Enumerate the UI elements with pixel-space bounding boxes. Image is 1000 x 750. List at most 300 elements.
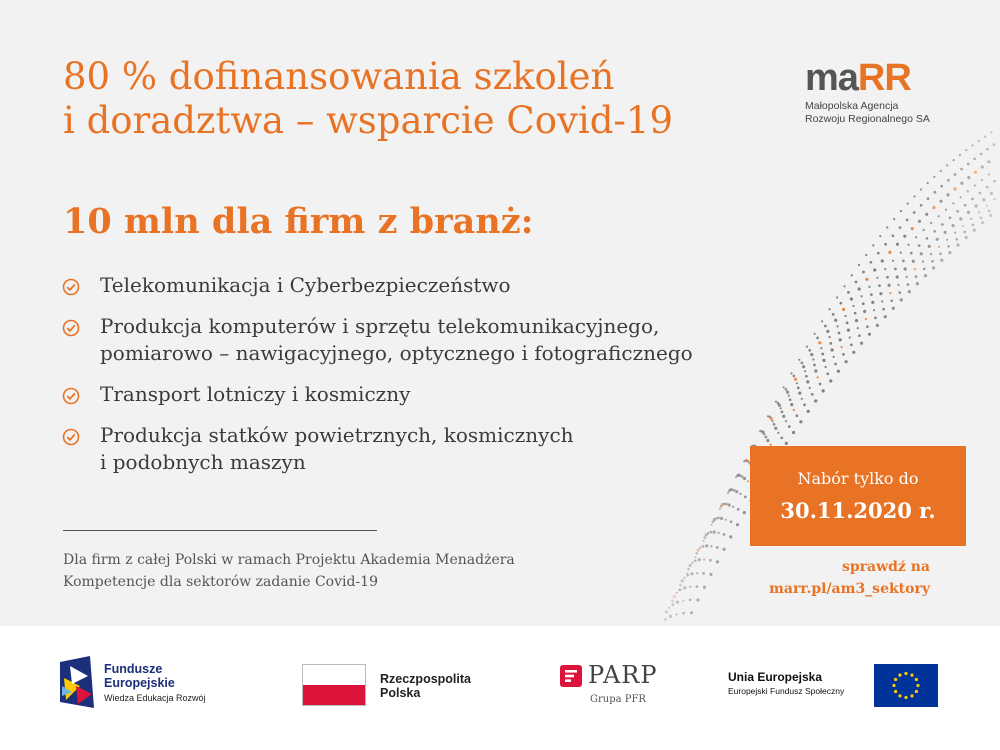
footer-logos bbox=[0, 626, 1000, 750]
wave-dot bbox=[952, 202, 954, 204]
eu-star bbox=[904, 696, 907, 699]
parp-logo bbox=[560, 662, 680, 712]
eu-star bbox=[910, 694, 913, 697]
wave-dot bbox=[907, 244, 909, 246]
wave-dot bbox=[836, 296, 838, 298]
wave-dot bbox=[785, 420, 787, 422]
wave-dot bbox=[699, 547, 701, 549]
wave-dot bbox=[900, 252, 902, 254]
wave-dot bbox=[960, 196, 962, 198]
wave-dot bbox=[975, 204, 978, 207]
wave-dot bbox=[829, 342, 832, 345]
wave-dot bbox=[973, 229, 976, 232]
wave-dot bbox=[804, 370, 806, 372]
wave-dot bbox=[737, 508, 740, 511]
wave-dot bbox=[940, 170, 942, 172]
list-item bbox=[62, 313, 782, 367]
wave-dot bbox=[924, 274, 927, 277]
wave-dot bbox=[782, 415, 785, 418]
wave-dot bbox=[826, 330, 829, 333]
wave-dot bbox=[689, 586, 691, 588]
wave-dot bbox=[664, 618, 667, 621]
wave-dot bbox=[928, 245, 931, 248]
wave-dot bbox=[799, 420, 802, 423]
list-item-text: Produkcja statków powietrznych, kosmicznych i podobnych maszyn bbox=[100, 423, 574, 474]
wave-dot bbox=[906, 276, 908, 278]
wave-dot bbox=[881, 300, 883, 302]
wave-dot bbox=[829, 379, 832, 382]
wave-dot bbox=[954, 232, 956, 234]
heading-line-1: 80 % dofinansowania szkoleń bbox=[63, 55, 615, 98]
wave-dot bbox=[822, 359, 825, 362]
wave-dot bbox=[886, 226, 888, 228]
wave-dot bbox=[826, 373, 829, 376]
wave-dot bbox=[810, 353, 813, 356]
wave-dot bbox=[994, 198, 996, 200]
wave-dot bbox=[785, 442, 788, 445]
wave-dot bbox=[870, 293, 873, 296]
wave-dot bbox=[834, 363, 837, 366]
wave-dot bbox=[725, 503, 728, 506]
wave-dot bbox=[868, 286, 870, 288]
wave-dot bbox=[888, 284, 891, 287]
check-circle-icon bbox=[62, 278, 80, 296]
wave-dot bbox=[671, 603, 674, 606]
rzeczpospolita-polska-text: Rzeczpospolita Polska bbox=[380, 672, 471, 700]
project-link[interactable] bbox=[769, 556, 930, 600]
divider bbox=[63, 530, 377, 531]
eu-star bbox=[892, 684, 895, 687]
marr-wordmark: maRR bbox=[805, 57, 911, 99]
wave-dot bbox=[915, 236, 917, 238]
wave-dot bbox=[940, 259, 943, 262]
wave-dot bbox=[993, 180, 996, 183]
wave-dot bbox=[932, 266, 935, 269]
wave-dot bbox=[684, 577, 686, 579]
wave-dot bbox=[850, 297, 853, 300]
wave-dot bbox=[881, 259, 884, 262]
wave-dot bbox=[860, 342, 863, 345]
wave-dot bbox=[793, 375, 796, 378]
wave-dot bbox=[858, 264, 860, 266]
eu-star bbox=[894, 690, 897, 693]
wave-dot bbox=[978, 140, 980, 142]
wave-dot bbox=[801, 398, 803, 400]
wave-dot bbox=[879, 292, 882, 295]
wave-dot bbox=[736, 523, 739, 526]
wave-dot bbox=[907, 283, 910, 286]
poland-flag bbox=[302, 664, 366, 706]
wave-dot bbox=[683, 586, 686, 589]
wave-dot bbox=[834, 319, 837, 322]
wave-dot bbox=[796, 414, 799, 417]
wave-dot bbox=[825, 366, 827, 368]
parp-mark-icon bbox=[560, 665, 582, 687]
wave-dot bbox=[807, 410, 810, 413]
wave-dot bbox=[951, 224, 954, 227]
wave-dot bbox=[967, 211, 970, 214]
wave-dot bbox=[927, 182, 929, 184]
wave-dot bbox=[906, 219, 909, 222]
wave-dot bbox=[788, 395, 790, 397]
wave-dot bbox=[806, 346, 808, 348]
wave-dot bbox=[890, 299, 893, 302]
wave-dot bbox=[820, 347, 822, 349]
wave-dot bbox=[973, 157, 976, 160]
wave-dot bbox=[811, 393, 814, 396]
project-link-url[interactable]: marr.pl/am3_sektory bbox=[769, 581, 930, 597]
wave-dot bbox=[838, 332, 841, 335]
list-item-text: Produkcja komputerów i sprzętu telekomunikacyjnego, pomiarowo – nawigacyjnego, optycznego i fotograficznego bbox=[100, 314, 693, 365]
wave-dot bbox=[709, 573, 712, 576]
list-item bbox=[62, 381, 782, 408]
wave-dot bbox=[703, 586, 706, 589]
wave-dot bbox=[865, 278, 868, 281]
wave-dot bbox=[981, 165, 984, 168]
wave-dot bbox=[720, 517, 723, 520]
wave-dot bbox=[812, 358, 814, 360]
wave-dot bbox=[790, 372, 792, 374]
wave-dot bbox=[954, 173, 957, 176]
wave-dot bbox=[896, 275, 899, 278]
wave-dot bbox=[668, 607, 670, 609]
wave-dot bbox=[687, 568, 690, 571]
wave-dot bbox=[933, 230, 936, 233]
wave-dot bbox=[845, 315, 847, 317]
wave-dot bbox=[855, 281, 858, 284]
wave-dot bbox=[725, 519, 727, 521]
check-circle-icon bbox=[62, 387, 80, 405]
wave-dot bbox=[945, 209, 947, 211]
wave-dot bbox=[972, 144, 974, 146]
wave-dot bbox=[801, 362, 804, 365]
wave-dot bbox=[855, 319, 858, 322]
wave-dot bbox=[828, 336, 830, 338]
wave-dot bbox=[899, 226, 902, 229]
wave-dot bbox=[695, 552, 698, 555]
wave-dot bbox=[932, 206, 935, 209]
wave-dot bbox=[865, 254, 867, 256]
wave-dot bbox=[967, 163, 970, 166]
wave-dot bbox=[934, 191, 937, 194]
wave-dot bbox=[915, 275, 918, 278]
wave-dot bbox=[990, 192, 993, 195]
wave-dot bbox=[797, 387, 800, 390]
wave-dot bbox=[809, 387, 811, 389]
wave-dot bbox=[946, 164, 948, 166]
parp-subtitle: Grupa PFR bbox=[590, 694, 646, 705]
wave-dot bbox=[913, 195, 915, 197]
wave-dot bbox=[884, 268, 886, 270]
wave-dot bbox=[839, 302, 842, 305]
wave-dot bbox=[671, 600, 674, 603]
wave-dot bbox=[920, 188, 922, 190]
wave-dot bbox=[902, 260, 905, 263]
wave-dot bbox=[824, 325, 827, 328]
wave-dot bbox=[918, 220, 921, 223]
list-item-text: Telekomunikacja i Cyberbezpieczeństwo bbox=[100, 273, 511, 297]
wave-dot bbox=[833, 356, 835, 358]
wave-dot bbox=[912, 260, 915, 263]
wave-dot bbox=[705, 544, 708, 547]
wave-dot bbox=[681, 579, 684, 582]
wave-dot bbox=[802, 365, 805, 368]
list-item bbox=[62, 422, 782, 476]
wave-dot bbox=[970, 218, 972, 220]
wave-dot bbox=[981, 179, 983, 181]
wave-dot bbox=[854, 312, 857, 315]
wave-dot bbox=[690, 572, 693, 575]
eu-star bbox=[898, 694, 901, 697]
wave-dot bbox=[963, 231, 966, 234]
rzeczpospolita-polska-logo bbox=[302, 664, 502, 708]
wave-dot bbox=[980, 217, 983, 220]
wave-dot bbox=[703, 540, 705, 542]
fundusze-europejskie-logo bbox=[60, 656, 260, 712]
wave-dot bbox=[955, 238, 958, 241]
wave-dot bbox=[841, 346, 843, 348]
wave-dot bbox=[960, 182, 963, 185]
deadline-label: Nabór tylko do bbox=[797, 469, 919, 488]
wave-dot bbox=[965, 149, 967, 151]
wave-dot bbox=[739, 493, 741, 495]
wave-dot bbox=[665, 610, 668, 613]
wave-dot bbox=[806, 380, 809, 383]
wave-dot bbox=[922, 260, 924, 262]
wave-dot bbox=[920, 252, 923, 255]
wave-dot bbox=[679, 589, 682, 592]
eu-star bbox=[898, 674, 901, 677]
wave-dot bbox=[846, 322, 849, 325]
wave-dot bbox=[876, 324, 879, 327]
deadline-date: 30.11.2020 r. bbox=[780, 498, 936, 523]
wave-dot bbox=[718, 532, 720, 534]
wave-dot bbox=[925, 213, 928, 216]
wave-dot bbox=[863, 310, 866, 313]
wave-dot bbox=[904, 267, 907, 270]
wave-dot bbox=[962, 225, 964, 227]
wave-dot bbox=[744, 496, 747, 499]
wave-dot bbox=[993, 143, 996, 146]
wave-dot bbox=[946, 193, 949, 196]
wave-dot bbox=[908, 290, 911, 293]
wave-dot bbox=[669, 615, 672, 618]
eu-star bbox=[910, 674, 913, 677]
wave-dot bbox=[853, 305, 855, 307]
wave-dot bbox=[889, 292, 891, 294]
wave-dot bbox=[707, 532, 709, 534]
wave-dot bbox=[719, 508, 721, 510]
unia-europejska-text: Unia Europejska Europejski Fundusz Społeczny bbox=[728, 670, 845, 696]
wave-dot bbox=[987, 160, 990, 163]
unia-europejska-logo bbox=[728, 664, 938, 710]
list-item-text: Transport lotniczy i kosmiczny bbox=[100, 382, 411, 406]
eu-star bbox=[915, 678, 918, 681]
wave-dot bbox=[936, 238, 939, 241]
wave-dot bbox=[728, 503, 731, 506]
wave-dot bbox=[689, 564, 692, 567]
wave-dot bbox=[923, 229, 925, 231]
wave-dot bbox=[930, 253, 932, 255]
subheading: 10 mln dla firm z branż: bbox=[63, 201, 534, 242]
wave-dot bbox=[870, 261, 873, 264]
wave-dot bbox=[696, 598, 699, 601]
wave-dot bbox=[821, 353, 824, 356]
wave-dot bbox=[868, 333, 871, 336]
wave-dot bbox=[877, 252, 880, 255]
wave-dot bbox=[939, 252, 942, 255]
wave-dot bbox=[711, 524, 713, 526]
wave-dot bbox=[986, 186, 989, 189]
wave-dot bbox=[822, 389, 825, 392]
wave-dot bbox=[878, 284, 881, 287]
wave-dot bbox=[940, 185, 943, 188]
wave-dot bbox=[808, 349, 811, 352]
wave-dot bbox=[794, 378, 797, 381]
wave-dot bbox=[729, 535, 732, 538]
wave-dot bbox=[831, 348, 834, 351]
wave-dot bbox=[903, 235, 906, 238]
wave-dot bbox=[879, 235, 881, 237]
wave-dot bbox=[673, 595, 676, 598]
wave-dot bbox=[682, 600, 684, 602]
wave-dot bbox=[897, 284, 899, 286]
wave-dot bbox=[704, 536, 707, 539]
wave-dot bbox=[817, 376, 819, 378]
wave-dot bbox=[723, 548, 726, 551]
list-item bbox=[62, 272, 782, 299]
wave-dot bbox=[730, 520, 733, 523]
eu-star bbox=[904, 672, 907, 675]
wave-dot bbox=[927, 197, 930, 200]
wave-dot bbox=[989, 214, 992, 217]
wave-dot bbox=[696, 572, 698, 574]
wave-dot bbox=[971, 198, 974, 201]
wave-dot bbox=[816, 337, 819, 340]
wave-dot bbox=[946, 239, 948, 241]
wave-dot bbox=[941, 223, 944, 226]
wave-dot bbox=[956, 243, 959, 246]
wave-dot bbox=[732, 506, 734, 508]
wave-dot bbox=[944, 231, 947, 234]
wave-dot bbox=[715, 517, 717, 519]
deadline-box bbox=[750, 446, 966, 546]
wave-dot bbox=[792, 431, 795, 434]
eu-star bbox=[916, 684, 919, 687]
wave-dot bbox=[898, 291, 901, 294]
eu-star bbox=[915, 690, 918, 693]
main-heading bbox=[63, 55, 673, 143]
wave-dot bbox=[886, 276, 889, 279]
wave-dot bbox=[874, 317, 877, 320]
wave-dot bbox=[862, 271, 865, 274]
heading-line-2: i doradztwa – wsparcie Covid-19 bbox=[63, 99, 673, 142]
fundusze-europejskie-mark bbox=[60, 656, 94, 708]
wave-dot bbox=[986, 205, 988, 207]
wave-dot bbox=[960, 168, 963, 171]
wave-dot bbox=[974, 185, 976, 187]
wave-dot bbox=[839, 338, 842, 341]
wave-dot bbox=[988, 210, 991, 213]
wave-dot bbox=[716, 546, 719, 549]
wave-dot bbox=[819, 383, 822, 386]
wave-dot bbox=[959, 154, 961, 156]
wave-dot bbox=[888, 251, 891, 254]
wave-dot bbox=[698, 558, 701, 561]
footnote: Dla firm z całej Polski w ramach Projektu Akademia Menadżera Kompetencje dla sektorów zadanie Covid-19 bbox=[63, 552, 515, 590]
wave-dot bbox=[982, 198, 985, 201]
wave-dot bbox=[821, 320, 823, 322]
wave-dot bbox=[862, 302, 865, 305]
wave-dot bbox=[893, 218, 895, 220]
wave-dot bbox=[865, 318, 867, 320]
wave-dot bbox=[920, 204, 923, 207]
wave-dot bbox=[696, 585, 699, 588]
wave-dot bbox=[709, 559, 712, 562]
wave-dot bbox=[938, 215, 940, 217]
wave-dot bbox=[981, 221, 984, 224]
wave-dot bbox=[882, 308, 885, 311]
wave-dot bbox=[979, 192, 982, 195]
wave-dot bbox=[814, 333, 816, 335]
wave-dot bbox=[796, 382, 798, 384]
wave-dot bbox=[675, 613, 677, 615]
wave-dot bbox=[735, 490, 738, 493]
wave-dot bbox=[694, 559, 697, 562]
wave-dot bbox=[789, 398, 792, 401]
wave-dot bbox=[959, 217, 962, 220]
wave-dot bbox=[861, 295, 863, 297]
wave-dot bbox=[676, 601, 679, 604]
wave-dot bbox=[682, 612, 685, 615]
wave-dot bbox=[953, 187, 956, 190]
wave-dot bbox=[798, 359, 800, 361]
wave-dot bbox=[931, 260, 934, 263]
wave-dot bbox=[790, 403, 793, 406]
wave-dot bbox=[972, 224, 975, 227]
wave-dot bbox=[786, 391, 789, 394]
wave-dot bbox=[866, 325, 869, 328]
parp-wordmark: PARP bbox=[588, 661, 658, 689]
wave-dot bbox=[871, 301, 874, 304]
wave-dot bbox=[689, 598, 692, 601]
wave-dot bbox=[842, 308, 845, 311]
wave-dot bbox=[876, 277, 878, 279]
wave-dot bbox=[703, 559, 705, 561]
wave-dot bbox=[798, 392, 801, 395]
wave-dot bbox=[690, 611, 693, 614]
wave-dot bbox=[953, 159, 955, 161]
wave-dot bbox=[793, 409, 795, 411]
wave-dot bbox=[845, 360, 848, 363]
wave-dot bbox=[939, 200, 942, 203]
wave-dot bbox=[918, 244, 921, 247]
wave-dot bbox=[930, 222, 932, 224]
wave-dot bbox=[900, 298, 903, 301]
wave-dot bbox=[967, 176, 970, 179]
wave-dot bbox=[884, 315, 887, 318]
wave-dot bbox=[716, 560, 719, 563]
wave-dot bbox=[713, 531, 716, 534]
wave-dot bbox=[933, 176, 935, 178]
wave-dot bbox=[978, 211, 980, 213]
wave-dot bbox=[894, 268, 897, 271]
wave-dot bbox=[884, 243, 887, 246]
marr-logo bbox=[805, 58, 955, 126]
wave-dot bbox=[837, 370, 840, 373]
wave-dot bbox=[843, 285, 845, 287]
wave-dot bbox=[814, 399, 817, 402]
